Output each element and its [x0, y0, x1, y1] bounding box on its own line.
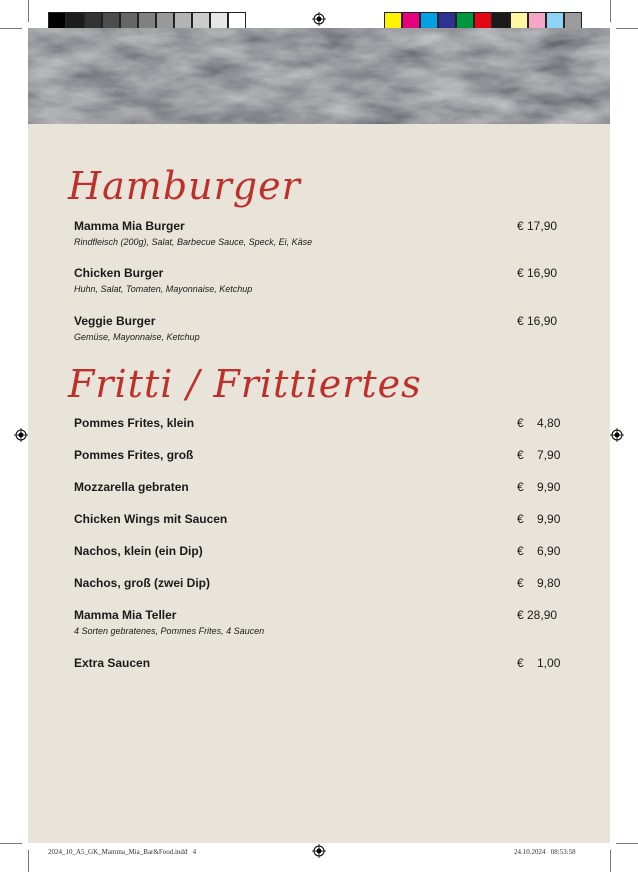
slug-filename: 2024_10_A5_GK_Mamma_Mia_Bar&Food.indd 4 [48, 848, 197, 856]
slug-timestamp: 24.10.2024 08:53:58 [514, 848, 576, 856]
menu-item-name: Mamma Mia Burger [74, 219, 185, 233]
crop-mark [28, 0, 29, 22]
menu-item-price: € 16,90 [517, 314, 558, 328]
menu-item-price: € 4,80 [517, 416, 561, 430]
menu-item-description: 4 Sorten gebratenes, Pommes Frites, 4 Saucen [74, 626, 265, 636]
crop-mark [610, 0, 611, 22]
menu-item-name: Extra Saucen [74, 656, 151, 670]
stone-texture-banner [28, 28, 610, 124]
menu-item-price: € 9,80 [517, 576, 561, 590]
menu-item-name: Chicken Burger [74, 266, 164, 280]
section-title-fritti: Fritti / Frittiertes [68, 362, 422, 406]
crop-mark [28, 850, 29, 872]
menu-item-price: € 7,90 [517, 448, 561, 462]
menu-item-name: Pommes Frites, groß [74, 448, 194, 462]
menu-item-name: Nachos, groß (zwei Dip) [74, 576, 211, 590]
registration-mark-icon [312, 844, 326, 858]
menu-item-name: Pommes Frites, klein [74, 416, 195, 430]
registration-mark-icon [14, 428, 28, 442]
registration-mark-icon [312, 12, 326, 26]
menu-page [28, 28, 610, 843]
menu-item-price: € 6,90 [517, 544, 561, 558]
menu-item-description: Rindfleisch (200g), Salat, Barbecue Sauce, Speck, Ei, Käse [74, 237, 313, 247]
menu-item-price: € 9,90 [517, 512, 561, 526]
section-title-hamburger: Hamburger [68, 164, 301, 208]
registration-mark-icon [610, 428, 624, 442]
menu-item-price: € 17,90 [517, 219, 558, 233]
menu-item-price: € 1,00 [517, 656, 561, 670]
menu-item-name: Mamma Mia Teller [74, 608, 177, 622]
menu-item-description: Gemüse, Mayonnaise, Ketchup [74, 332, 200, 342]
menu-item-name: Veggie Burger [74, 314, 156, 328]
crop-mark [616, 28, 638, 29]
menu-item-name: Chicken Wings mit Saucen [74, 512, 228, 526]
menu-item-description: Huhn, Salat, Tomaten, Mayonnaise, Ketchup [74, 284, 253, 294]
crop-mark [610, 850, 611, 872]
crop-mark [0, 843, 22, 844]
menu-item-price: € 28,90 [517, 608, 558, 622]
crop-mark [616, 843, 638, 844]
crop-mark [0, 28, 22, 29]
menu-item-name: Nachos, klein (ein Dip) [74, 544, 203, 558]
menu-item-name: Mozzarella gebraten [74, 480, 189, 494]
menu-item-price: € 9,90 [517, 480, 561, 494]
menu-item-price: € 16,90 [517, 266, 558, 280]
